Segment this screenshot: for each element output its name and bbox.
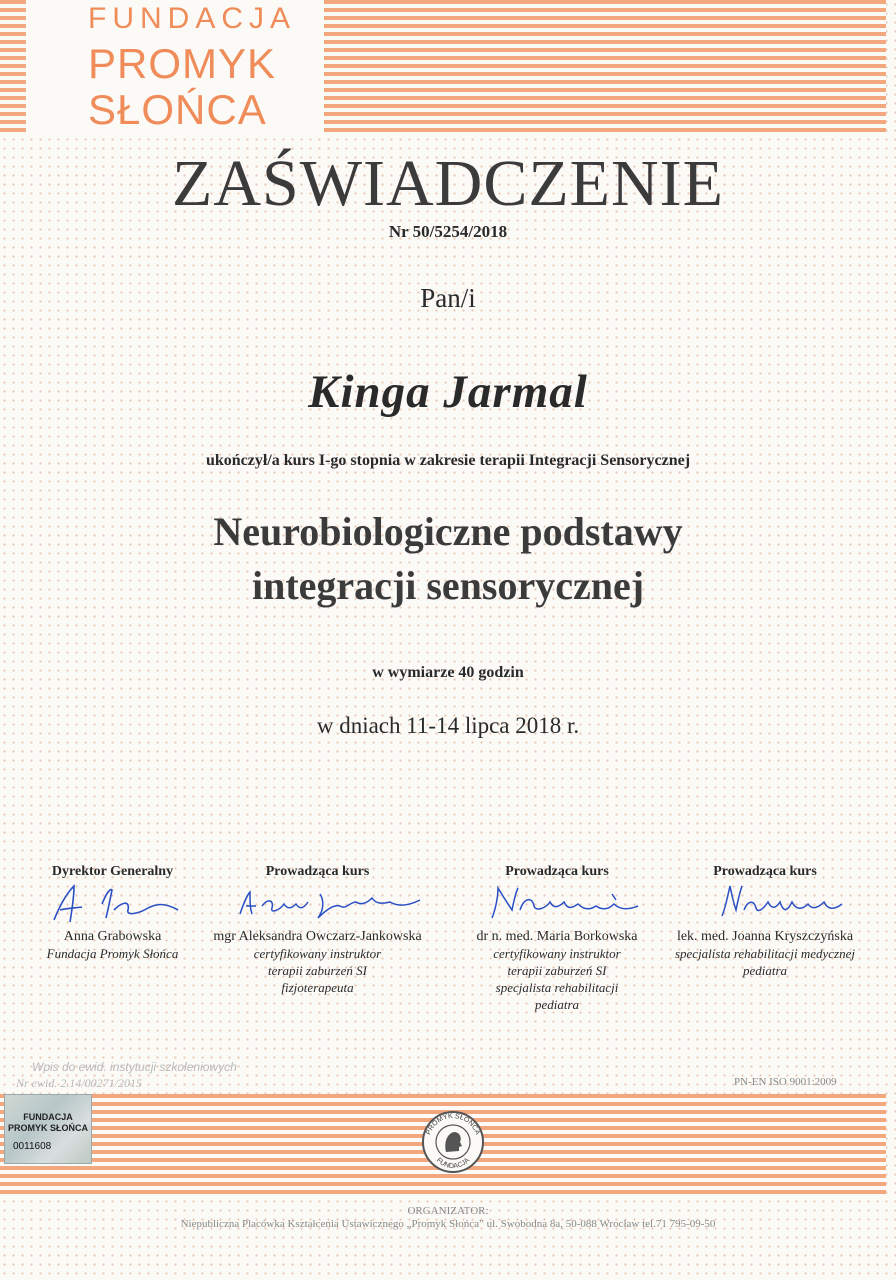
signatory-name: mgr Aleksandra Owczarz-Jankowska xyxy=(213,929,422,944)
handwritten-signature xyxy=(200,880,435,928)
hologram-text: FUNDACJA xyxy=(23,1112,73,1122)
hologram-sticker xyxy=(4,1094,92,1164)
organizer-label: ORGANIZATOR: xyxy=(407,1205,489,1217)
iso-standard: PN-EN ISO 9001:2009 xyxy=(734,1076,837,1088)
recipient-name: Kinga Jarmal xyxy=(308,366,588,418)
salutation: Pan/i xyxy=(420,283,476,313)
certificate-number: Nr 50/5254/2018 xyxy=(388,222,508,241)
logo-text-slonca: SŁOŃCA xyxy=(88,86,267,133)
signatory-description: terapii zaburzeń SI xyxy=(507,963,607,978)
signatory-director xyxy=(30,863,195,962)
signatory-instructor-3 xyxy=(660,863,870,979)
signatory-role: Prowadząca kurs xyxy=(265,864,370,879)
handwritten-signature xyxy=(30,880,195,928)
seal-bottom-text: FUNDACJA xyxy=(434,1156,472,1171)
logo-text-fundacja: FUNDACJA xyxy=(88,2,297,35)
registry-number: Nr ewid. 2.14/00271/2015 xyxy=(16,1076,143,1090)
signatory-role: Prowadząca kurs xyxy=(505,864,609,879)
signatory-description: pediatra xyxy=(742,963,788,978)
course-hours: w wymiarze 40 godzin xyxy=(372,664,524,681)
course-dates: w dniach 11-14 lipca 2018 r. xyxy=(316,713,580,738)
signatory-name: dr n. med. Maria Borkowska xyxy=(476,929,638,944)
signatory-description: Fundacja Promyk Słońca xyxy=(46,946,179,961)
signatory-name: lek. med. Joanna Kryszczyńska xyxy=(676,929,854,944)
certificate-title: ZAŚWIADCZENIE xyxy=(172,147,724,220)
course-title-line2: integracji sensorycznej xyxy=(251,563,645,608)
signatory-instructor-1 xyxy=(200,863,435,996)
signatory-description: fizjoterapeuta xyxy=(281,980,354,995)
seal-top-text: PROMYK SŁOŃCA xyxy=(425,1112,481,1136)
signatory-description: terapii zaburzeń SI xyxy=(268,963,367,978)
signatory-description: specjalista rehabilitacji medycznej xyxy=(674,946,856,961)
signatory-description: specjalista rehabilitacji xyxy=(495,980,619,995)
organizer-address: Niepubliczna Placówka Kształcenia Ustawicznego „Promyk Słońca” ul. Swobodna 8a, 50-088 Wrocław tel.71 795-09-50 xyxy=(180,1218,716,1230)
foundation-seal xyxy=(418,1110,488,1176)
signatory-description: certyfikowany instruktor xyxy=(253,946,382,961)
course-title-line1: Neurobiologiczne podstawy xyxy=(213,509,683,554)
signatory-name: Anna Grabowska xyxy=(63,929,162,944)
registry-note: Wpis do ewid. instytucji szkoleniowych xyxy=(32,1060,237,1074)
completion-statement: ukończył/a kurs I-go stopnia w zakresie terapii Integracji Sensorycznej xyxy=(205,452,691,469)
hologram-text: PROMYK SŁOŃCA xyxy=(7,1123,88,1133)
hologram-serial-number: 0011608 xyxy=(13,1141,52,1152)
signatory-description: pediatra xyxy=(534,997,580,1012)
handwritten-signature xyxy=(660,880,870,928)
signatory-instructor-2 xyxy=(452,863,662,1013)
signatory-role: Dyrektor Generalny xyxy=(51,864,174,879)
logo-text-promyk: PROMYK xyxy=(88,40,277,87)
handwritten-signature xyxy=(452,880,662,928)
signatory-role: Prowadząca kurs xyxy=(713,864,817,879)
signatory-description: certyfikowany instruktor xyxy=(493,946,621,961)
